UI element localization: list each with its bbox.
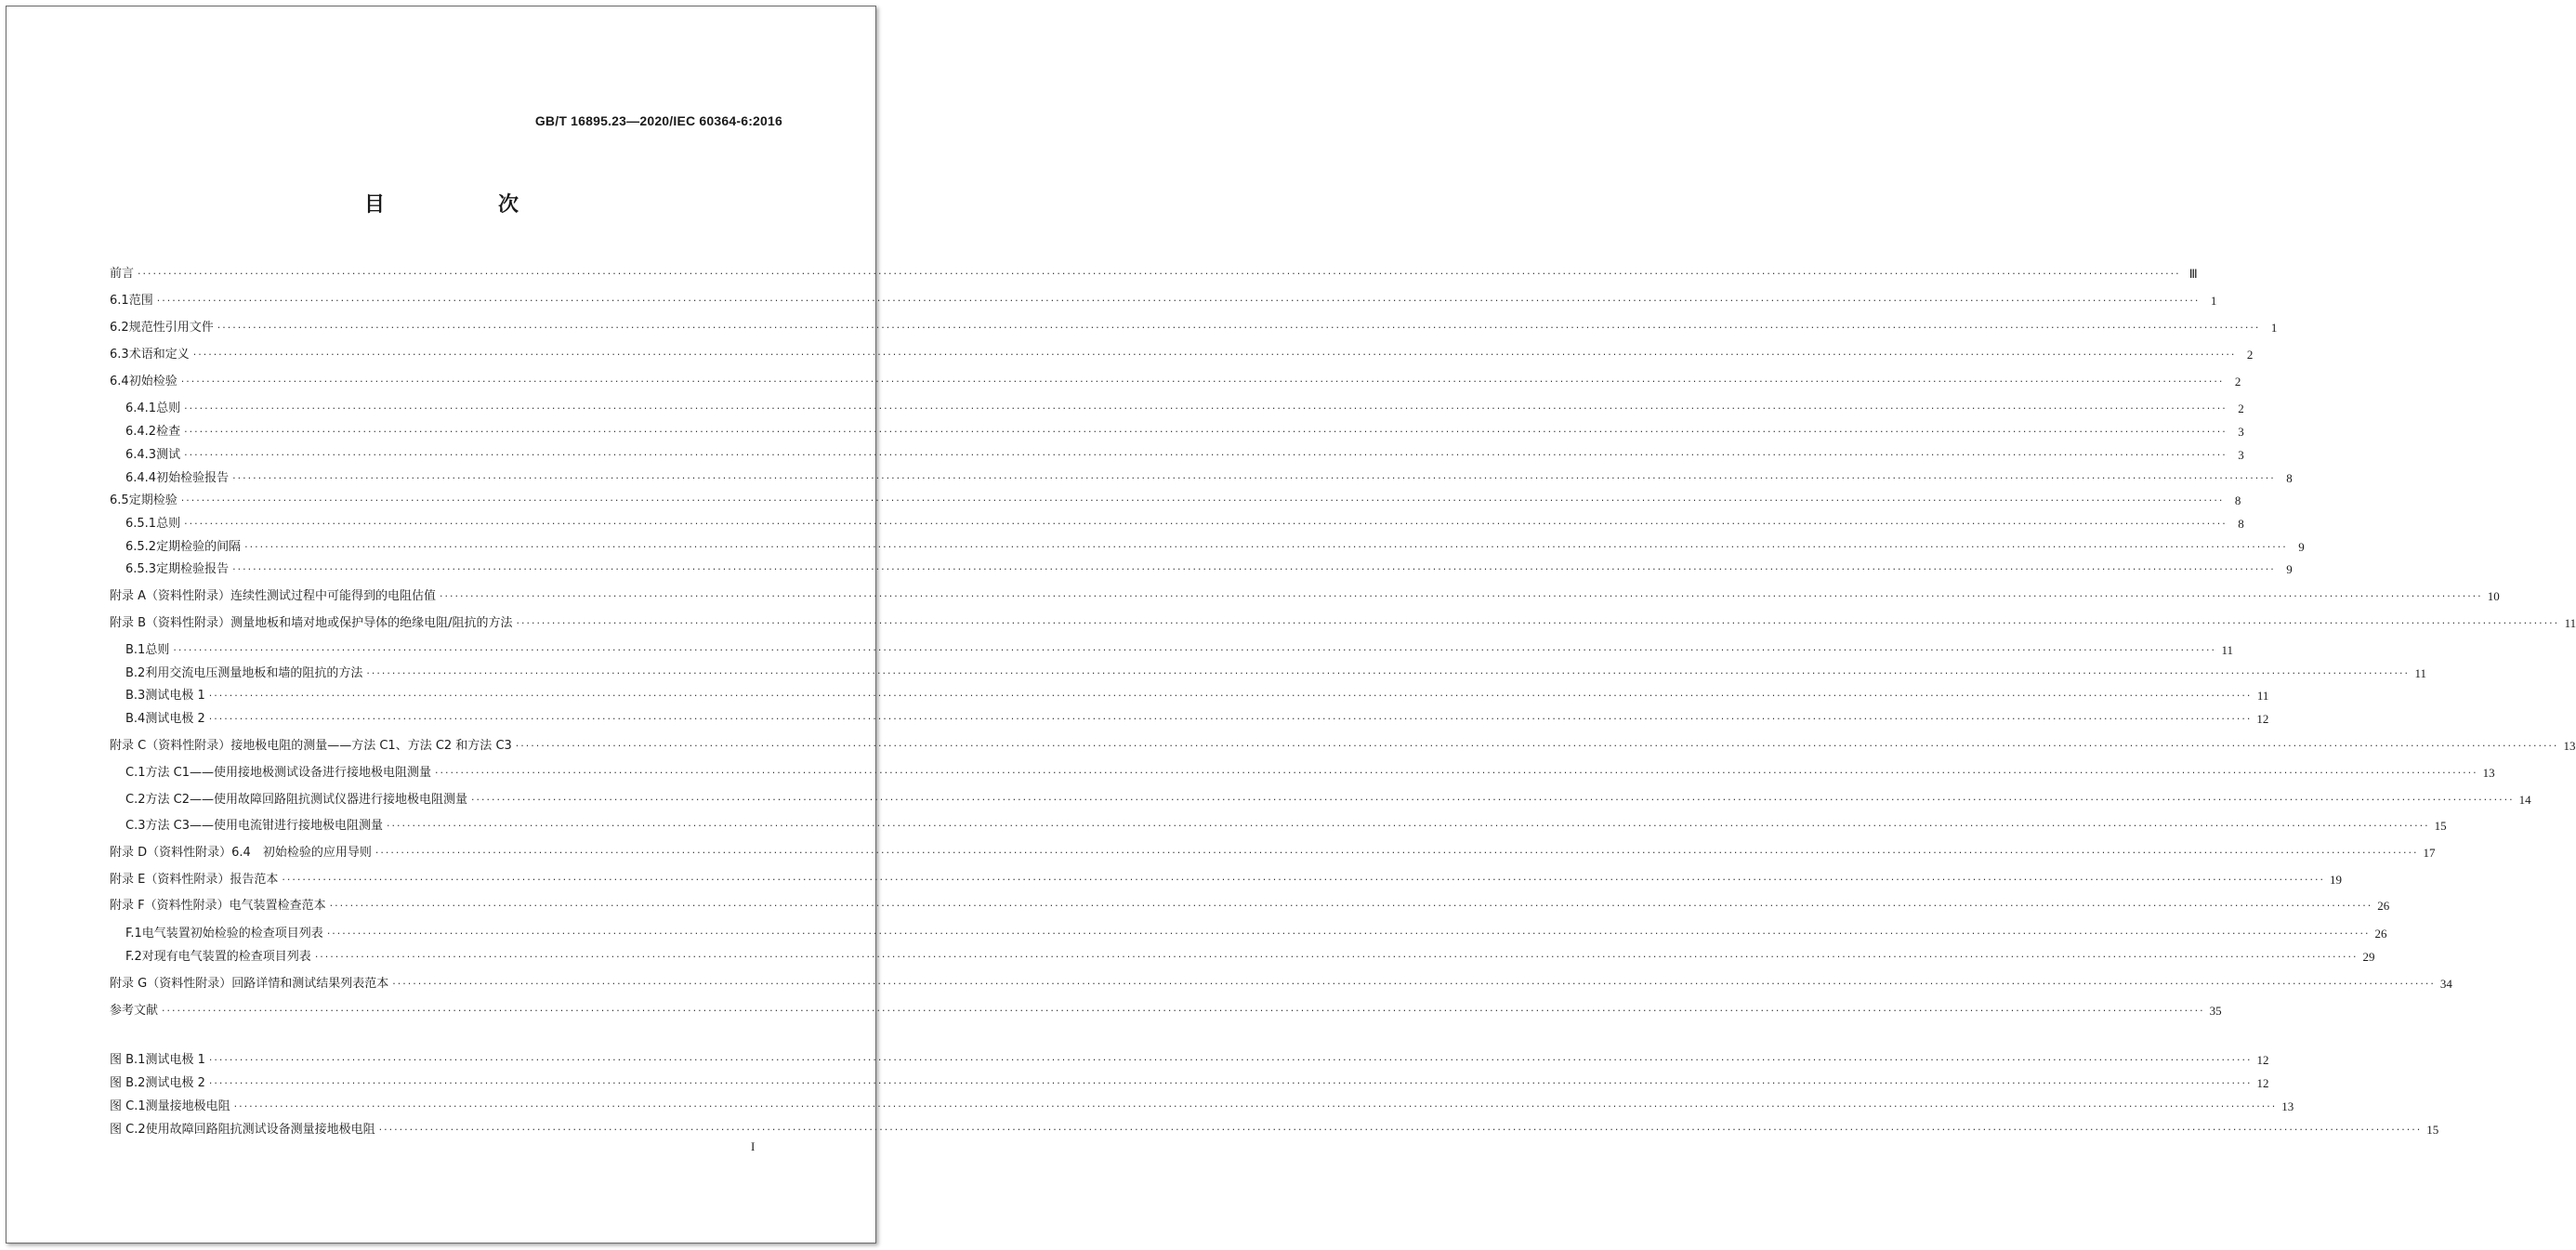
toc-entry[interactable]	[110, 398, 2244, 416]
toc-leader-dots: ················································································································································································································································································································································································································	[138, 268, 2181, 280]
toc-entry[interactable]	[110, 762, 2495, 781]
toc-entry-title: 6.4 初始检验的应用导则	[231, 846, 372, 860]
toc-entry-title: 接地极电阻的测量——方法 C1、方法 C2 和方法 C3	[230, 739, 512, 753]
toc-entry-title: 方法 C3——使用电流钳进行接地极电阻测量	[145, 819, 383, 833]
toc-entry[interactable]	[110, 490, 2241, 508]
toc-entry[interactable]	[110, 735, 2576, 754]
toc-entry[interactable]	[110, 1049, 2269, 1068]
toc-entry-page: 19	[2330, 873, 2343, 887]
toc-entry-title: 使用故障回路阻抗测试设备测量接地极电阻	[145, 1123, 375, 1137]
toc-leader-dots: ················································································································································································································································································································································································································	[180, 494, 2225, 507]
toc-leader-dots: ················································································································································································································································································································································································································	[434, 767, 2478, 779]
toc-entry-page: 12	[2256, 712, 2269, 726]
toc-entry[interactable]	[110, 612, 2576, 631]
toc-entry-title: 测试	[156, 448, 181, 462]
toc-entry-page: 13	[2281, 1099, 2294, 1113]
toc-leader-dots: ················································································································································································································································································································································································································	[162, 1005, 2205, 1017]
standard-code: GB/T 16895.23—2020/IEC 60364-6:2016	[534, 113, 782, 128]
toc-entry-title: 回路详情和测试结果列表范本	[231, 977, 389, 991]
toc-entry-number: 6.4.2	[125, 425, 157, 439]
toc-entry-title: 范围	[128, 294, 153, 308]
toc-entry-page: 34	[2439, 977, 2452, 991]
toc-entry-page: 9	[2298, 540, 2305, 554]
toc-leader-dots: ················································································································································································································································································································································································································	[217, 322, 2261, 334]
toc-entry-number: F.2	[125, 950, 142, 964]
toc-entry[interactable]	[110, 467, 2293, 486]
toc-leader-dots: ················································································································································································································································································································································································································	[156, 295, 2201, 307]
toc-entry-title: 总则	[145, 643, 170, 657]
toc-entry-title: 定期检验	[128, 493, 177, 507]
toc-entry-number: 附录 D（资料性附录）	[110, 846, 232, 860]
toc-entry-title: 初始检验报告	[156, 471, 230, 485]
toc-entry[interactable]	[110, 815, 2447, 834]
toc-entry-number: 6.5.3	[125, 562, 157, 576]
toc-entry[interactable]	[110, 371, 2241, 389]
toc-entry-page: 8	[2234, 493, 2241, 507]
toc-entry-number: 附录 G（资料性附录）	[110, 977, 232, 991]
toc-leader-dots: ················································································································································································································································································································································································································	[233, 1100, 2278, 1112]
toc-entry-title: 总则	[156, 401, 181, 415]
toc-leader-dots: ················································································································································································································································································································································································································	[244, 541, 2288, 553]
toc-entry-title: 测试电极 2	[145, 1076, 205, 1090]
toc-entry-page: 2	[2246, 348, 2254, 362]
toc-leader-dots: ················································································································································································································································································································································································································	[184, 518, 2228, 530]
toc-leader-dots: ················································································································································································································································································································································································································	[208, 1077, 2253, 1089]
toc-entry-number: B.1	[125, 643, 146, 657]
toc-entry-page: 10	[2487, 589, 2500, 603]
toc-entry-title: 利用交流电压测量地板和墙的阻抗的方法	[145, 666, 363, 680]
toc-entry-number: 附录 C（资料性附录）	[110, 739, 231, 753]
toc-entry-page: 15	[2426, 1123, 2439, 1137]
toc-title: 目 次	[363, 192, 565, 217]
toc-entry[interactable]	[110, 513, 2244, 532]
toc-entry-page: 11	[2221, 643, 2233, 657]
toc-entry-number: 6.3	[110, 348, 129, 362]
toc-entry-page: 29	[2362, 950, 2375, 964]
toc-entry-page: 1	[2270, 321, 2278, 335]
toc-entry-title: 测试电极 1	[145, 1053, 205, 1067]
toc-entry-number: 前言	[110, 267, 135, 281]
toc-entry[interactable]	[110, 685, 2269, 704]
toc-entry-title: 方法 C1——使用接地极测试设备进行接地极电阻测量	[145, 766, 431, 780]
toc-entry-number: 6.4	[110, 375, 129, 388]
toc-entry-title: 定期检验的间隔	[156, 540, 242, 554]
toc-entry-number: 附录 E（资料性附录）	[110, 873, 230, 887]
toc-entry[interactable]	[110, 536, 2305, 555]
toc-leader-dots: ················································································································································································································································································································································································································	[184, 402, 2228, 414]
toc-leader-dots: ················································································································································································································································································································································································································	[375, 847, 2419, 859]
toc-entry-number: 参考文献	[110, 1004, 159, 1018]
toc-leader-dots: ················································································································································································································································································································································································································	[329, 900, 2373, 912]
toc-leader-dots: ················································································································································································································································································································································································································	[173, 644, 2216, 656]
toc-entry-page: 11	[2414, 666, 2426, 680]
toc-entry[interactable]	[110, 444, 2244, 463]
toc-entry-number: 6.4.3	[125, 448, 157, 462]
toc-entry[interactable]	[110, 708, 2269, 727]
toc-leader-dots: ················································································································································································································································································································································································································	[470, 794, 2515, 806]
toc-entry-title: 规范性引用文件	[128, 321, 214, 335]
toc-entry-number: 6.4.1	[125, 401, 157, 415]
toc-leader-dots: ················································································································································································································································································································································································································	[232, 563, 2276, 575]
toc-entry-title: 测试电极 2	[145, 712, 205, 726]
toc-leader-dots: ················································································································································································································································································································································································································	[208, 713, 2253, 725]
toc-entry[interactable]	[110, 946, 2375, 965]
toc-entry-page: 3	[2238, 425, 2244, 439]
toc-leader-dots: ················································································································································································································································································································································································································	[515, 740, 2559, 752]
toc-entry-title: 方法 C2——使用故障回路阻抗测试仪器进行接地极电阻测量	[145, 793, 467, 807]
toc-entry[interactable]	[110, 263, 2198, 282]
toc-leader-dots: ················································································································································································································································································································································································································	[386, 820, 2430, 832]
toc-entry-title: 总则	[156, 517, 181, 531]
toc-entry[interactable]	[110, 639, 2233, 658]
toc-leader-dots: ················································································································································································································································································································································································································	[314, 951, 2359, 963]
toc-entry-page: 13	[2563, 739, 2576, 753]
toc-leader-dots: ················································································································································································································································································································································································································	[208, 690, 2253, 702]
toc-leader-dots: ················································································································································································································································································································································································································	[192, 349, 2237, 361]
toc-leader-dots: ················································································································································································································································································································································································································	[378, 1124, 2423, 1136]
toc-entry-number: B.4	[125, 712, 146, 726]
toc-entry-number: 图 B.2	[110, 1076, 146, 1090]
toc-entry-number: C.2	[125, 793, 146, 807]
toc-entry-number: 图 C.1	[110, 1099, 146, 1113]
toc-entry-title: 电气装置初始检验的检查项目列表	[141, 927, 323, 941]
page-folio: I	[751, 1139, 756, 1153]
toc-entry[interactable]	[110, 663, 2426, 681]
toc-entry-page: 8	[2238, 517, 2244, 531]
toc-entry-title: 检查	[156, 425, 181, 439]
toc-entry-number: 附录 F（资料性附录）	[110, 899, 230, 913]
toc-entry-page: 11	[2256, 689, 2269, 703]
toc-entry-page: 35	[2209, 1004, 2222, 1018]
toc-entry-page: 9	[2286, 562, 2293, 576]
toc-leader-dots: ················································································································································································································································································································································································································	[326, 928, 2371, 940]
toc-entry-page: 17	[2423, 846, 2436, 860]
toc-entry[interactable]	[110, 344, 2254, 362]
toc-entry[interactable]	[110, 317, 2278, 336]
toc-entry[interactable]	[110, 973, 2452, 992]
toc-entry-page: Ⅲ	[2188, 267, 2198, 281]
toc-entry-page: 12	[2256, 1053, 2269, 1067]
toc-entry-number: 附录 B（资料性附录）	[110, 616, 231, 630]
toc-entry-number: C.1	[125, 766, 146, 780]
toc-entry-title: 初始检验	[128, 375, 177, 388]
toc-entry[interactable]	[110, 1072, 2269, 1091]
toc-entry-number: 6.1	[110, 294, 129, 308]
toc-entry-number: 图 C.2	[110, 1123, 146, 1137]
toc-entry[interactable]	[110, 1000, 2222, 1019]
toc-entry-number: C.3	[125, 819, 146, 833]
toc-leader-dots: ················································································································································································································································································································································································································	[440, 590, 2483, 602]
toc-entry-page: 15	[2434, 819, 2447, 833]
toc-entry-number: 6.4.4	[125, 471, 157, 485]
toc-entry[interactable]	[110, 869, 2343, 888]
toc-entry-title: 电气装置检查范本	[229, 899, 326, 913]
toc-leader-dots: ················································································································································································································································································································································································································	[232, 472, 2276, 484]
toc-entry-title: 术语和定义	[128, 348, 190, 362]
toc-entry-number: B.2	[125, 666, 146, 680]
toc-entry-page: 14	[2518, 793, 2531, 807]
toc-entry-title: 报告范本	[230, 873, 279, 887]
toc-entry-page: 2	[2238, 401, 2244, 415]
toc-entry-number: F.1	[125, 927, 142, 941]
toc-entry-page: 11	[2564, 616, 2576, 630]
toc-entry[interactable]	[110, 559, 2293, 577]
toc-entry[interactable]	[110, 1096, 2294, 1114]
toc-entry-page: 26	[2377, 899, 2390, 913]
toc-leader-dots: ················································································································································································································································································································································································································	[184, 449, 2228, 461]
toc-leader-dots: ················································································································································································································································································································································································································	[208, 1054, 2253, 1066]
toc-entry-page: 1	[2210, 294, 2217, 308]
toc-entry[interactable]	[110, 895, 2390, 914]
toc-entry-title: 测试电极 1	[145, 689, 205, 703]
toc-entry-number: 6.5.1	[125, 517, 157, 531]
toc-entry-number: 6.5	[110, 493, 129, 507]
toc-entry-title: 测量地板和墙对地或保护导体的绝缘电阻/阻抗的方法	[230, 616, 513, 630]
toc-leader-dots: ················································································································································································································································································································································································································	[366, 667, 2410, 679]
toc-entry[interactable]	[110, 1119, 2439, 1138]
toc-entry[interactable]	[110, 421, 2244, 440]
toc-entry[interactable]	[110, 923, 2387, 941]
toc-leader-dots: ················································································································································································································································································································································································································	[282, 874, 2326, 886]
toc-entry[interactable]	[110, 290, 2217, 309]
toc-entry-page: 13	[2482, 766, 2495, 780]
toc-entry-page: 26	[2374, 927, 2387, 941]
toc-entry-page: 2	[2234, 375, 2241, 388]
toc-leader-dots: ················································································································································································································································································································································································································	[392, 978, 2436, 990]
toc-entry[interactable]	[110, 586, 2500, 604]
toc-entry-page: 8	[2286, 471, 2293, 485]
toc-entry[interactable]	[110, 842, 2436, 861]
toc-entry-title: 定期检验报告	[156, 562, 230, 576]
toc-entry-title: 对现有电气装置的检查项目列表	[141, 950, 311, 964]
toc-entry-number: 附录 A（资料性附录）	[110, 589, 231, 603]
toc-leader-dots: ················································································································································································································································································································································································································	[516, 617, 2560, 629]
toc-leader-dots: ················································································································································································································································································································································································································	[184, 426, 2228, 438]
toc-entry-title: 测量接地极电阻	[145, 1099, 230, 1113]
toc-entry-number: B.3	[125, 689, 146, 703]
toc-entry[interactable]	[110, 789, 2531, 808]
toc-entry-number: 6.5.2	[125, 540, 157, 554]
toc-entry-number: 图 B.1	[110, 1053, 146, 1067]
toc-leader-dots: ················································································································································································································································································································································································································	[180, 375, 2225, 388]
toc-entry-title: 连续性测试过程中可能得到的电阻估值	[230, 589, 437, 603]
toc-entry-page: 12	[2256, 1076, 2269, 1090]
toc-entry-number: 6.2	[110, 321, 129, 335]
toc-entry-page: 3	[2238, 448, 2244, 462]
